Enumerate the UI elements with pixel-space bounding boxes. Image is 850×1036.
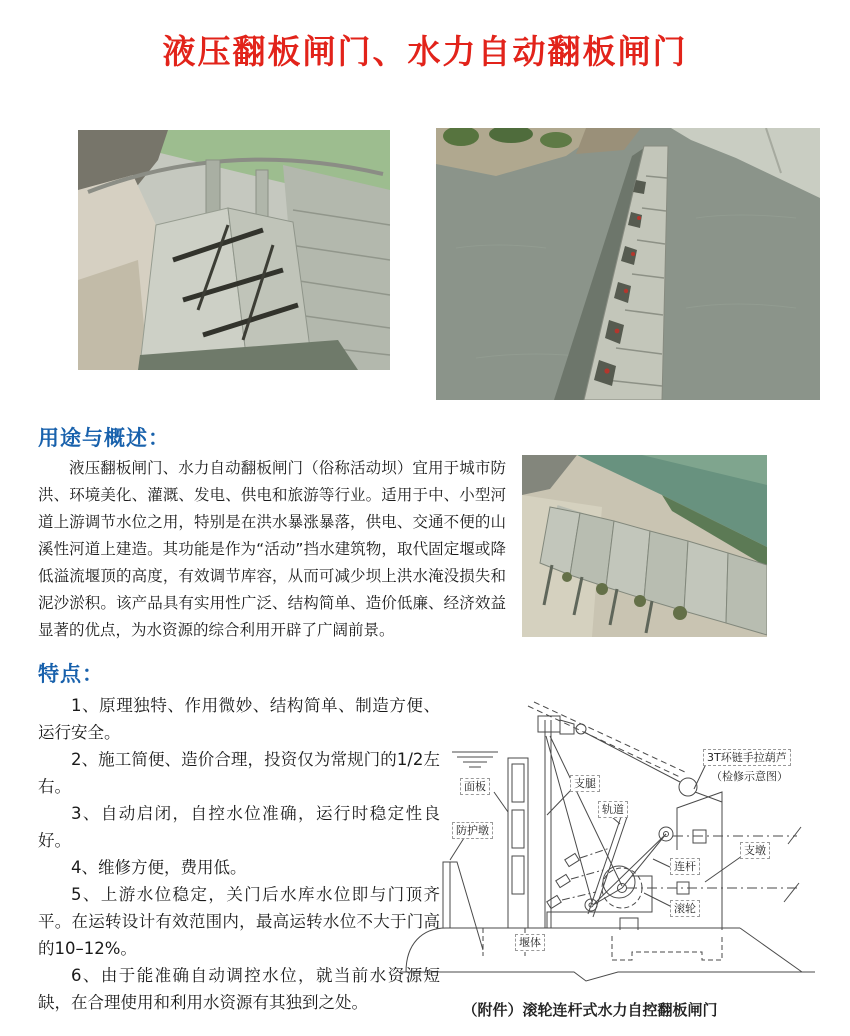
diagram-note-inspection: （检修示意图） bbox=[711, 770, 788, 783]
photo-flap-gate-closeup-image bbox=[78, 130, 390, 370]
feature-item: 6、由于能准确自动调控水位，就当前水资源短缺，在合理使用和利用水资源有其独到之处。 bbox=[38, 966, 440, 1012]
diagram-label-weir-body: 堰体 bbox=[515, 934, 545, 951]
diagram-label-track: 轨道 bbox=[598, 801, 628, 818]
photo-flap-gate-dam-image bbox=[522, 455, 767, 637]
diagram-label-guard-pier: 防护墩 bbox=[452, 822, 493, 839]
feature-item: 2、施工简便、造价合理，投资仅为常规门的1/2左右。 bbox=[38, 750, 440, 796]
diagram-label-roller: 滚轮 bbox=[670, 900, 700, 917]
technical-diagram-drawing bbox=[400, 690, 850, 995]
overview-paragraph-text: 液压翻板闸门、水力自动翻板闸门（俗称活动坝）宜用于城市防洪、环境美化、灌溉、发电、供电和旅游等行业。适用于中、小型河道上游调节水位之用，特别是在洪水暴涨暴落，供电、交通不便的山溪性河道上建造。其功能是作为“活动”挡水建筑物，取代固定堰或降低溢流堰顶的高度，有效调节库容，从而可减少坝上洪水淹没损失和泥沙淤积。该产品具有实用性广泛、结构简单、造价低廉、经济效益显著的优点，为水资源的综合利用开辟了广阔前景。 bbox=[38, 459, 506, 639]
feature-item: 1、原理独特、作用微妙、结构简单、制造方便、运行安全。 bbox=[38, 696, 440, 742]
overview-paragraph bbox=[38, 455, 506, 644]
photo-flap-gate-closeup bbox=[78, 130, 390, 370]
diagram-label-support-pier: 支墩 bbox=[740, 842, 770, 859]
feature-item: 3、自动启闭，自控水位准确，运行时稳定性良好。 bbox=[38, 804, 440, 850]
diagram-label-hoist: 3T环链手拉葫芦 bbox=[703, 749, 791, 766]
diagram-label-link-rod: 连杆 bbox=[670, 858, 700, 875]
feature-item: 4、维修方便，费用低。 bbox=[71, 858, 247, 877]
diagram-caption: （附件）滚轮连杆式水力自控翻板闸门 bbox=[462, 1001, 718, 1019]
feature-item: 5、上游水位稳定，关门后水库水位即与门顶齐平。在运转设计有效范围内，最高运转水位不大于门高的10–12%。 bbox=[38, 885, 440, 958]
photo-gate-row-river bbox=[436, 128, 820, 400]
features-list bbox=[38, 692, 440, 1016]
diagram-label-panel: 面板 bbox=[460, 778, 490, 795]
diagram-label-support-leg: 支腿 bbox=[570, 775, 600, 792]
photo-gate-row-river-image bbox=[436, 128, 820, 400]
page-title: 液压翻板闸门、水力自动翻板闸门 bbox=[162, 32, 688, 71]
features-heading: 特点： bbox=[38, 662, 104, 686]
overview-heading: 用途与概述： bbox=[38, 426, 170, 450]
technical-diagram bbox=[400, 690, 850, 995]
photo-flap-gate-dam bbox=[522, 455, 767, 637]
